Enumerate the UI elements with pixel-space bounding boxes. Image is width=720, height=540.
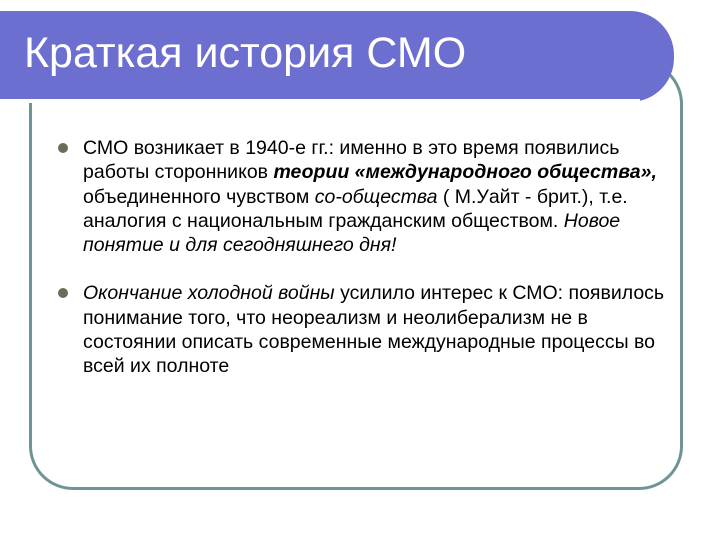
title-bar <box>0 11 674 102</box>
bullet-2-part-2: усилило интерес к СМО: появилось понимание того, что неореализм и неолиберализм не в состоянии описать современные международные процессы во всей их полноте <box>83 282 665 378</box>
bullet-1-part-6: Новое понятие и для сегодняшнего дня! <box>83 209 621 257</box>
bullet-dot-icon <box>58 288 68 298</box>
bullet-1-part-1: СМО возникает в 1940-е гг.: именно в это время появились работы сторонников <box>83 137 620 184</box>
title-underline <box>0 99 640 103</box>
bullet-item-2 <box>58 281 670 378</box>
bullet-1-part-5: ( М.Уайт - брит.), т.е. аналогия с национальным гражданским обществом. <box>83 185 628 232</box>
bullet-1-part-4: со-общества <box>314 185 438 208</box>
slide-title: Краткая история СМО <box>24 29 467 77</box>
bullet-dot-icon <box>58 143 68 153</box>
bullet-item-1 <box>58 136 670 257</box>
bullet-1-text <box>83 137 657 256</box>
bullet-1-part-3: объединенного чувством <box>83 185 315 208</box>
slide-content <box>58 136 670 403</box>
bullet-2-text <box>83 282 664 377</box>
bullet-1-part-2: теории «международного общества», <box>273 161 657 184</box>
bullet-2-part-1: Окончание холодной войны <box>83 282 335 305</box>
